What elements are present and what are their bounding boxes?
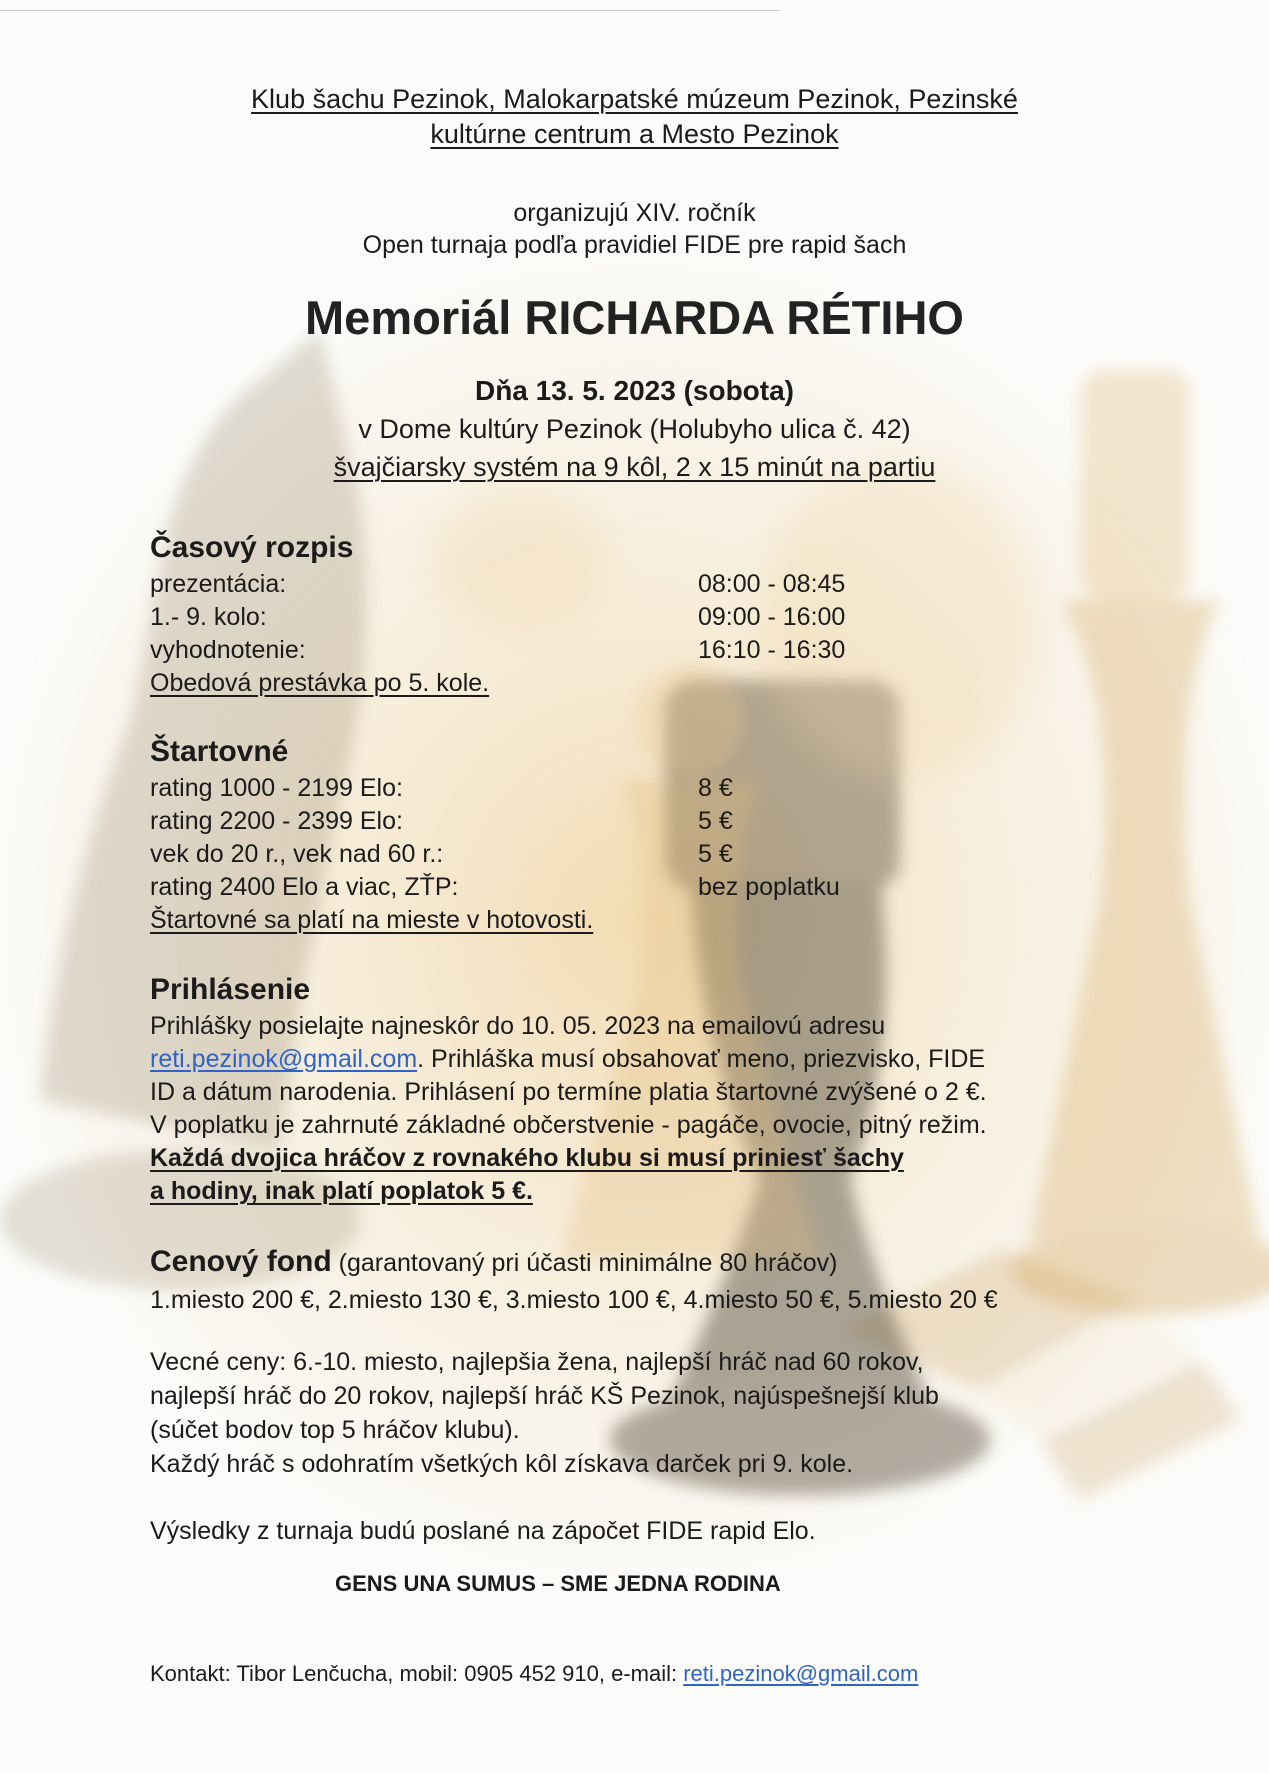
results-note: Výsledky z turnaja budú poslané na zápočet FIDE rapid Elo. — [150, 1517, 816, 1545]
fee-label-4: rating 2400 Elo a viac, ZŤP: — [150, 873, 459, 901]
chess-set-requirement-line-2: a hodiny, inak platí poplatok 5 €. — [150, 1177, 533, 1205]
prize-heading: Cenový fond — [150, 1245, 332, 1278]
prize-heading-row — [150, 1245, 837, 1279]
fee-label-3: vek do 20 r., vek nad 60 r.: — [150, 840, 444, 868]
fee-value-2: 5 € — [698, 807, 733, 835]
schedule-heading: Časový rozpis — [150, 531, 354, 564]
fee-payment-note: Štartovné sa platí na mieste v hotovosti. — [150, 906, 594, 934]
lunch-break-note: Obedová prestávka po 5. kole. — [150, 669, 490, 697]
fee-value-4: bez poplatku — [698, 873, 840, 901]
scan-edge-line — [0, 10, 780, 11]
registration-line-3: ID a dátum narodenia. Prihlásení po termíne platia štartovné zvýšené o 2 €. — [150, 1078, 987, 1106]
schedule-label-2: 1.- 9. kolo: — [150, 603, 267, 631]
organizers-line-2: kultúrne centrum a Mesto Pezinok — [430, 119, 839, 149]
contact-text: Kontakt: Tibor Lenčucha, mobil: 0905 452 910, e-mail: — [150, 1661, 684, 1686]
fee-label-1: rating 1000 - 2199 Elo: — [150, 774, 403, 802]
open-tournament-text: Open turnaja podľa pravidiel FIDE pre rapid šach — [362, 231, 907, 259]
organize-text: organizujú XIV. ročník — [513, 199, 756, 227]
registration-heading: Prihlásenie — [150, 973, 311, 1006]
contact-email-link[interactable]: reti.pezinok@gmail.com — [683, 1661, 919, 1686]
organizers-line-1: Klub šachu Pezinok, Malokarpatské múzeum Pezinok, Pezinské — [251, 84, 1018, 114]
motto: GENS UNA SUMUS – SME JEDNA RODINA — [335, 1571, 781, 1596]
contact-line — [150, 1661, 918, 1687]
registration-line-2-text: . Prihláška musí obsahovať meno, priezvisko, FIDE — [417, 1045, 986, 1073]
schedule-time-2: 09:00 - 16:00 — [698, 603, 846, 631]
schedule-label-3: vyhodnotenie: — [150, 636, 306, 664]
schedule-time-3: 16:10 - 16:30 — [698, 636, 846, 664]
schedule-label-1: prezentácia: — [150, 570, 287, 598]
fee-value-1: 8 € — [698, 774, 733, 802]
registration-email-link[interactable]: reti.pezinok@gmail.com — [150, 1045, 418, 1073]
registration-line-1: Prihlášky posielajte najneskôr do 10. 05. 2023 na emailovú adresu — [150, 1012, 886, 1040]
material-prizes-line-3: (súčet bodov top 5 hráčov klubu). — [150, 1416, 520, 1444]
page-title: Memoriál RICHARDA RÉTIHO — [305, 291, 964, 344]
fees-heading: Štartovné — [150, 735, 289, 768]
fee-label-2: rating 2200 - 2399 Elo: — [150, 807, 403, 835]
event-venue: v Dome kultúry Pezinok (Holubyho ulica č. 42) — [358, 414, 911, 444]
gift-note: Každý hráč s odohratím všetkých kôl získava darček pri 9. kole. — [150, 1450, 854, 1478]
chess-set-requirement-line-1: Každá dvojica hráčov z rovnakého klubu si musí priniesť šachy — [150, 1144, 904, 1172]
event-date: Dňa 13. 5. 2023 (sobota) — [474, 375, 794, 406]
tournament-system: švajčiarsky systém na 9 kôl, 2 x 15 minút na partiu — [333, 452, 936, 482]
prize-money: 1.miesto 200 €, 2.miesto 130 €, 3.miesto 100 €, 4.miesto 50 €, 5.miesto 20 € — [150, 1286, 998, 1314]
schedule-time-1: 08:00 - 08:45 — [698, 570, 846, 598]
registration-line-2 — [150, 1043, 985, 1076]
fee-value-3: 5 € — [698, 840, 733, 868]
material-prizes-line-1: Vecné ceny: 6.-10. miesto, najlepšia žena, najlepší hráč nad 60 rokov, — [150, 1348, 924, 1376]
registration-line-4: V poplatku je zahrnuté základné občerstvenie - pagáče, ovocie, pitný režim. — [150, 1111, 987, 1139]
prize-heading-note: (garantovaný pri účasti minimálne 80 hráčov) — [338, 1249, 838, 1277]
material-prizes-line-2: najlepší hráč do 20 rokov, najlepší hráč KŠ Pezinok, najúspešnejší klub — [150, 1382, 939, 1410]
